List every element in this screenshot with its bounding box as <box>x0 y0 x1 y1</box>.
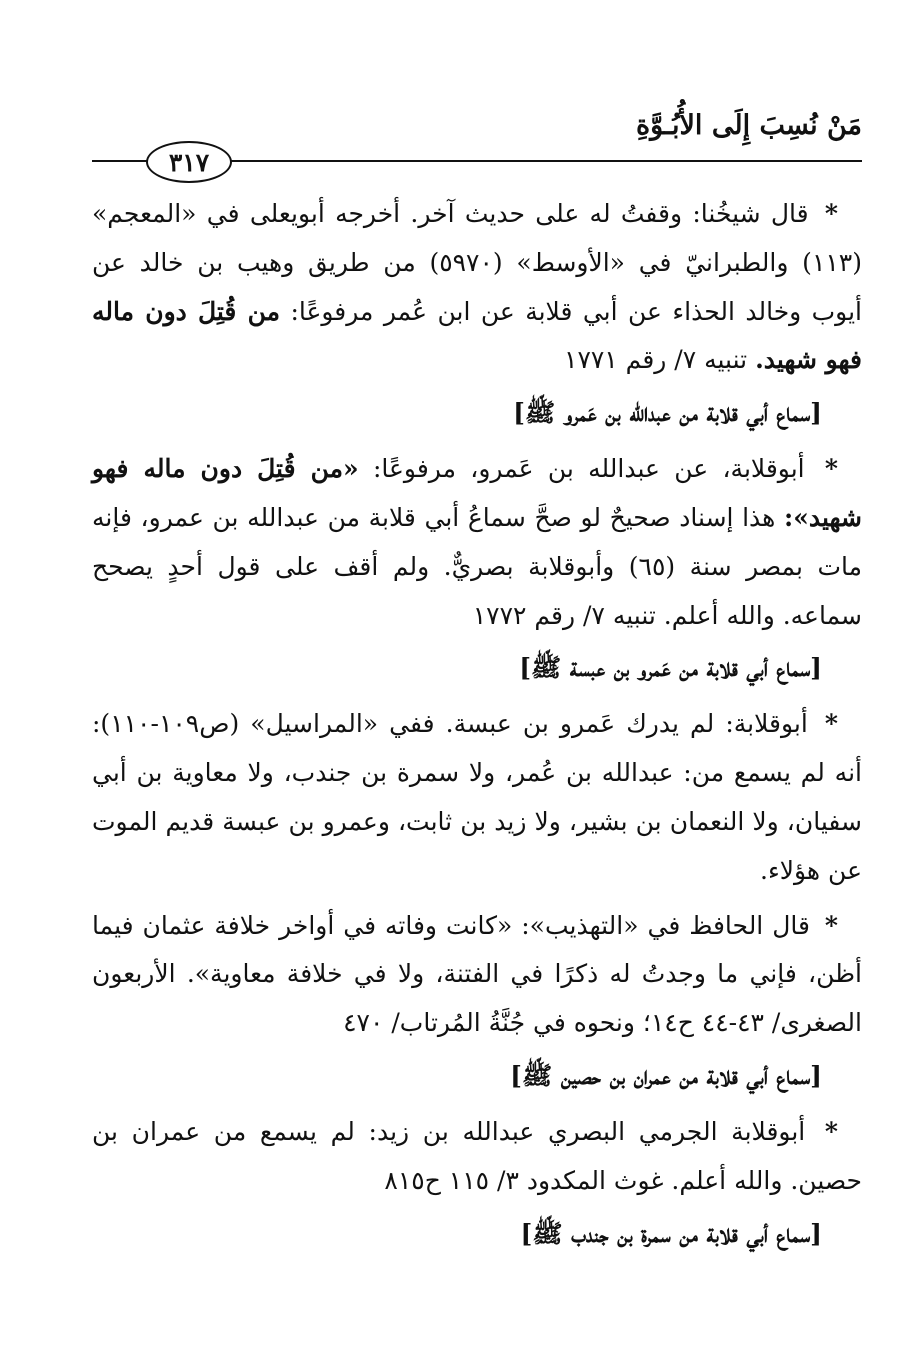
page-number <box>146 141 232 183</box>
hadith-text: «من قُتِلَ دون ماله فهو شهيد»: <box>92 454 862 532</box>
page-number-text: ٣١٧ <box>168 147 210 177</box>
paragraph-marker: * <box>824 709 838 739</box>
reference-text: تنبيه ٧/ رقم ١٧٧١ <box>564 345 748 375</box>
paragraph <box>92 190 862 385</box>
paragraph-text: أبوقلابة الجرمي البصري عبدالله بن زيد: لم يسمع من عمران بن حصين. والله أعلم. غوث المكدود ٣/ ١١٥ ح٨١٥ <box>92 1116 862 1195</box>
paragraph-text: أبوقلابة: لم يدرك عَمرو بن عبسة. ففي «المراسيل» (ص١٠٩-١١٠): أنه لم يسمع من: عبدالله بن عُمر، ولا سمرة بن جندب، ولا معاوية بن أبي سفيان، ولا النعمان بن بشير، ولا زيد بن ثابت، وعمرو بن عبسة قديم الموت عن هؤلاء. <box>92 709 862 885</box>
paragraph-text: قال الحافظ في «التهذيب»: «كانت وفاته في أواخر خلافة عثمان فيما أظن، فإني ما وجدتُ له ذكرًا في الفتنة، ولا في خلافة معاوية». الأربعون الصغرى/ ٤٣-٤٤ ح١٤؛ ونحوه في جُنَّةُ المُرتاب/ ٤٧٠ <box>92 910 862 1038</box>
paragraph-marker: * <box>824 910 838 940</box>
paragraph-text: أبوقلابة، عن عبدالله بن عَمرو، مرفوعًا: <box>372 454 805 484</box>
paragraph-marker: * <box>824 454 838 484</box>
section-heading: [سماع أبي قلابة من سمرة بن جندب ﷺ] <box>520 1218 822 1248</box>
section-heading: [سماع أبي قلابة من عمران بن حصين ﷺ] <box>510 1060 822 1090</box>
paragraph <box>92 1108 862 1206</box>
paragraph-marker: * <box>824 1116 838 1146</box>
section-heading: [سماع أبي قلابة من عبدالله بن عَمرو ﷺ] <box>513 398 822 428</box>
paragraph <box>92 902 862 1048</box>
hadith-text: من قُتِلَ دون ماله فهو شهيد. <box>92 296 862 375</box>
paragraph <box>92 445 862 640</box>
section-heading: [سماع أبي قلابة من عَمرو بن عبسة ﷺ] <box>519 653 822 683</box>
paragraph-text: قال شيخُنا: وقفتُ له على حديث آخر. أخرجه أبويعلى في «المعجم» (١١٣) والطبرانيّ في «الأوسط» (٥٩٧٠) من طريق وهيب بن خالد عن أيوب وخالد الحذاء عن أبي قلابة عن ابن عُمر مرفوعًا: <box>92 199 862 326</box>
running-header-title: مَنْ نُسِبَ إِلَى الأُبُـوَّةِ <box>636 110 862 141</box>
paragraph-marker: * <box>824 199 838 228</box>
page-body <box>92 190 862 1266</box>
paragraph <box>92 700 862 895</box>
paragraph-continuation: هذا إسناد صحيحٌ لو صحَّ سماعُ أبي قلابة من عبدالله بن عمرو، فإنه مات بمصر سنة (٦٥) وأبوقلابة بصريٌّ. ولم أقف على قول أحدٍ يصحح سماعه. والله أعلم. تنبيه ٧/ رقم ١٧٧٢ <box>92 502 863 630</box>
